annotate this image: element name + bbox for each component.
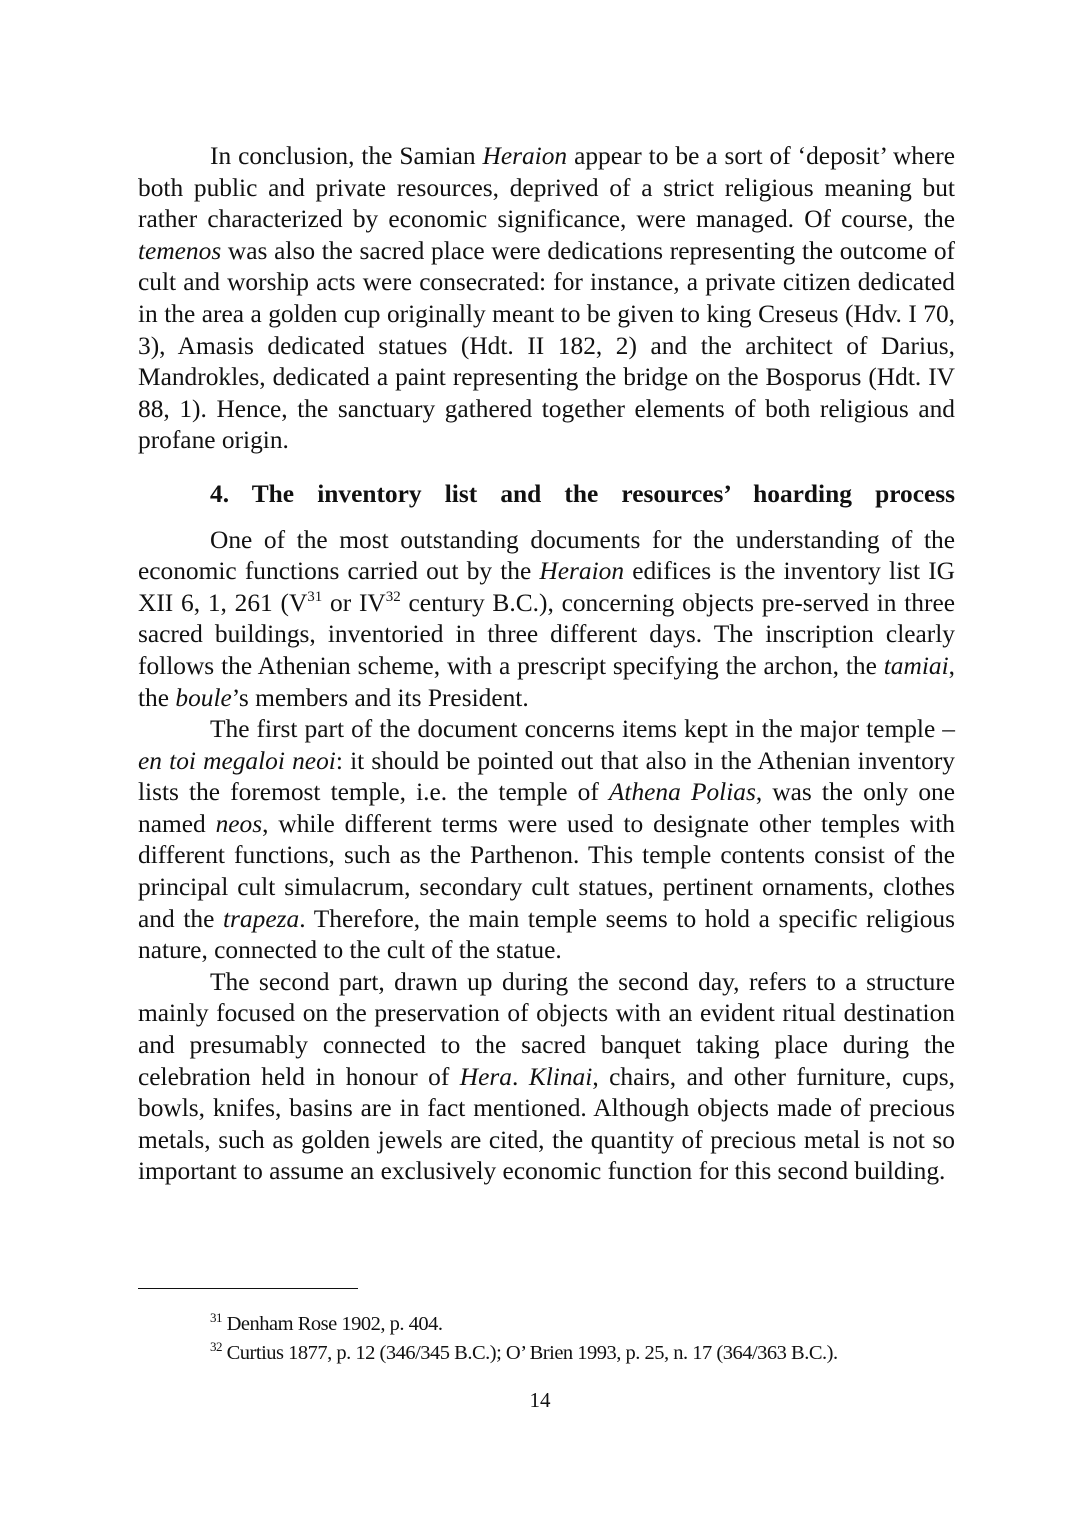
footnote-text: Curtius 1877, p. 12 (346/345 B.C.); O’ Brien 1993, p. 25, n. 17 (364/363 B.C.). (222, 1342, 838, 1364)
section-heading: 4. The inventory list and the resources’ hoarding process (210, 479, 955, 508)
text-run: , while different terms were used to designate other temples with different functions, such as the Parthenon. This temple contents consist of the principal cult simulacrum, secondary cult statues, pertinent ornaments, clothes and the (138, 809, 955, 933)
text-run: edifices is the inventory list IG XII 6, 1, 261 (V (138, 557, 956, 617)
footnote-separator (138, 1288, 358, 1289)
italic-term: en toi megaloi neoi (138, 746, 336, 775)
footnote-number: 31 (210, 1310, 222, 1325)
italic-term: tamiai (883, 651, 949, 680)
text-run: : it should be pointed out that also in the Athenian inventory lists the foremost temple, i.e. the temple of (138, 746, 955, 807)
text-run: was also the sacred place were dedications representing the outcome of cult and worship acts were consecrated: for instance, a private citizen dedicated in the area a golden cup originally meant to be given to king Creseus (Hdv. I 70, 3), Amasis dedicated statues (Hdt. II 182, 2) and the architect of Darius, Mandrokles, dedicated a paint representing the bridge on the Bosporus (Hdt. IV 88, 1). Hence, the sanctuary gathered together elements of both religious and profane origin. (138, 236, 955, 455)
italic-term: Klinai (528, 1062, 593, 1091)
text-run: In conclusion, the Samian (210, 142, 483, 170)
page-number: 14 (529, 1388, 551, 1412)
footnote-ref-31[interactable]: 31 (307, 588, 323, 605)
text-run: ’s members and its President. (231, 683, 529, 712)
italic-term: boule (175, 683, 232, 712)
text-run: , was the only one named (138, 778, 955, 838)
footnotes (138, 1310, 955, 1368)
italic-term: temenos (138, 236, 222, 265)
text-run: , the (138, 651, 955, 712)
text-run: century B.C.), concerning objects pre-served in three sacred buildings, inventoried in three different days. The inscription clearly follows the Athenian scheme, with a prescript specifying the archon, the (138, 588, 955, 680)
italic-term: Athena Polias (608, 778, 756, 807)
footnote-number: 32 (210, 1339, 222, 1354)
text-run: The first part of the document concerns items kept in the major temple – (210, 715, 955, 744)
paragraph-first-part (138, 714, 955, 967)
italic-term: Hera (459, 1062, 512, 1091)
italic-term: Heraion (482, 142, 568, 170)
paragraph-second-part (138, 967, 955, 1188)
footnote-32 (138, 1339, 955, 1368)
text-run: . Therefore, the main temple seems to hold a specific religious nature, connected to the cult of the statue. (138, 904, 955, 965)
text-run: or IV (322, 588, 386, 617)
paragraph-inventory-list (138, 525, 955, 715)
italic-term: neos (215, 809, 263, 838)
footnote-ref-32[interactable]: 32 (385, 588, 401, 605)
text-run: . (511, 1062, 529, 1091)
text-run: appear to be a sort of ‘deposit’ where both public and private resources, deprived of a strict religious meaning but rather characterized by economic significance, were managed. Of course, the (138, 142, 955, 234)
paragraph-conclusion (138, 141, 955, 457)
footnote-31 (138, 1310, 955, 1339)
body-text (138, 141, 955, 1188)
text-run: One of the most outstanding documents for the understanding of the economic functions carried out by the (138, 525, 955, 586)
italic-term: trapeza (223, 904, 300, 933)
italic-term: Heraion (539, 557, 625, 586)
text-run: , chairs, and other furniture, cups, bowls, knifes, basins are in fact mentioned. Although objects made of precious metals, such as golden jewels are cited, the quantity of precious metal is not so important to assume an exclusively economic function for this second building. (138, 1062, 955, 1186)
text-run: The second part, drawn up during the second day, refers to a structure mainly focused on the preservation of objects with an evident ritual destination and presumably connected to the sacred banquet taking place during the celebration held in honour of (138, 967, 955, 1091)
footnote-text: Denham Rose 1902, p. 404. (222, 1313, 443, 1335)
